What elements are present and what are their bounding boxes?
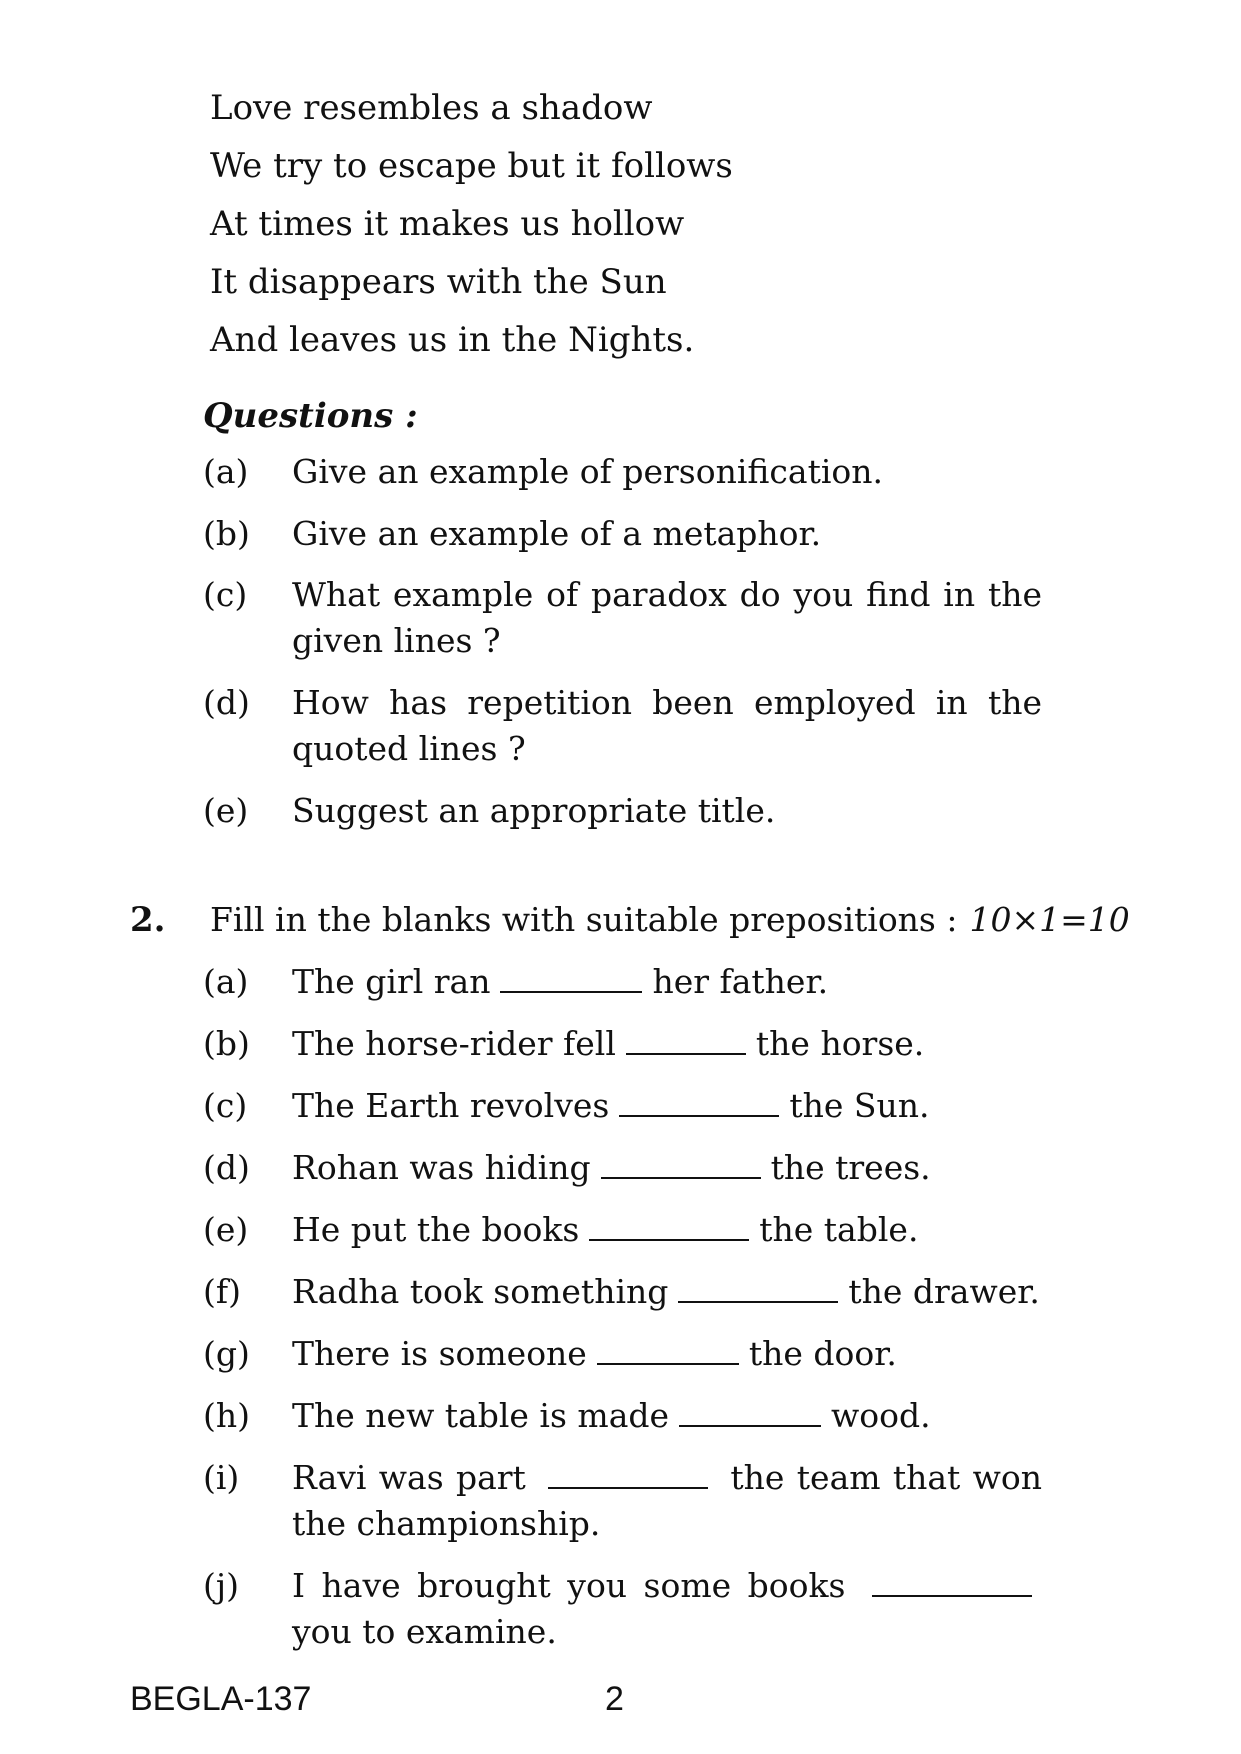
q2-item xyxy=(292,1269,1042,1315)
q2-item-label: (d) xyxy=(203,1148,250,1187)
q2-item xyxy=(292,1145,1042,1191)
q2-item-after: you to examine. xyxy=(292,1612,557,1651)
q1-item-text: How has repetition been employed in the quoted lines ? xyxy=(292,683,1042,768)
q2-item-before: The new table is made xyxy=(292,1396,670,1435)
q2-item xyxy=(292,1331,1042,1377)
q2-item-before: The girl ran xyxy=(292,962,491,1001)
q2-item-after: the team that won the championship. xyxy=(292,1458,1042,1543)
questions-heading: Questions : xyxy=(203,396,418,436)
q2-item-before: Ravi was part xyxy=(292,1458,526,1497)
q1-item-label: (e) xyxy=(203,791,249,830)
poem-line: It disappears with the Sun xyxy=(210,262,667,302)
q2-item-before: The Earth revolves xyxy=(292,1086,610,1125)
instruction-text: Fill in the blanks with suitable prepositions : xyxy=(210,900,958,939)
q2-item-after: the trees. xyxy=(770,1148,931,1187)
answer-blank xyxy=(679,1395,821,1427)
q1-item-label: (b) xyxy=(203,514,250,553)
q2-item xyxy=(292,1455,1042,1547)
q1-item-label: (a) xyxy=(203,452,249,491)
poem-line: Love resembles a shadow xyxy=(210,88,653,128)
q2-item-after: the door. xyxy=(748,1334,897,1373)
answer-blank xyxy=(872,1565,1032,1597)
q2-item xyxy=(292,1393,1042,1439)
q2-item-after: wood. xyxy=(831,1396,931,1435)
q2-item-label: (b) xyxy=(203,1024,250,1063)
q2-item-label: (g) xyxy=(203,1334,250,1373)
q2-item xyxy=(292,1083,1042,1129)
q1-item-text: Give an example of personification. xyxy=(292,452,884,491)
q2-item-after: her father. xyxy=(652,962,829,1001)
q1-item-text: Give an example of a metaphor. xyxy=(292,514,822,553)
q2-item-label: (j) xyxy=(203,1566,239,1605)
q2-item-before: There is someone xyxy=(292,1334,587,1373)
q2-item-after: the table. xyxy=(759,1210,919,1249)
q2-item xyxy=(292,1021,1042,1067)
poem-line: We try to escape but it follows xyxy=(210,146,733,186)
answer-blank xyxy=(678,1271,838,1303)
q2-item xyxy=(292,959,1042,1005)
q2-item-label: (a) xyxy=(203,962,249,1001)
q2-item-before: He put the books xyxy=(292,1210,580,1249)
q2-item-after: the drawer. xyxy=(848,1272,1040,1311)
question-number: 2. xyxy=(130,900,166,940)
poem-line: At times it makes us hollow xyxy=(210,204,685,244)
q2-item xyxy=(292,1563,1042,1655)
q2-item-before: I have brought you some books xyxy=(292,1566,846,1605)
q2-item-after: the horse. xyxy=(755,1024,925,1063)
q2-item-label: (i) xyxy=(203,1458,240,1497)
q1-item-label: (c) xyxy=(203,575,248,614)
answer-blank xyxy=(500,961,642,993)
q2-item-before: Radha took something xyxy=(292,1272,669,1311)
q2-item-label: (h) xyxy=(203,1396,251,1435)
q1-item-text: Suggest an appropriate title. xyxy=(292,791,776,830)
question-instruction xyxy=(210,900,1130,939)
q2-item xyxy=(292,1207,1042,1253)
q2-item-after: the Sun. xyxy=(789,1086,930,1125)
page-number: 2 xyxy=(605,1680,624,1718)
answer-blank xyxy=(597,1333,739,1365)
answer-blank xyxy=(619,1085,779,1117)
marks-allocation: 10×1=10 xyxy=(969,900,1130,939)
q1-item-text: What example of paradox do you find in the given lines ? xyxy=(292,575,1042,660)
q2-item-label: (c) xyxy=(203,1086,248,1125)
answer-blank xyxy=(626,1023,746,1055)
course-code: BEGLA-137 xyxy=(130,1680,312,1718)
answer-blank xyxy=(601,1147,761,1179)
answer-blank xyxy=(589,1209,749,1241)
q2-item-before: The horse-rider fell xyxy=(292,1024,616,1063)
answer-blank xyxy=(548,1457,708,1489)
q2-item-label: (e) xyxy=(203,1210,249,1249)
q2-item-before: Rohan was hiding xyxy=(292,1148,591,1187)
q2-item-label: (f) xyxy=(203,1272,241,1311)
q1-item-label: (d) xyxy=(203,683,250,722)
poem-line: And leaves us in the Nights. xyxy=(210,320,695,360)
